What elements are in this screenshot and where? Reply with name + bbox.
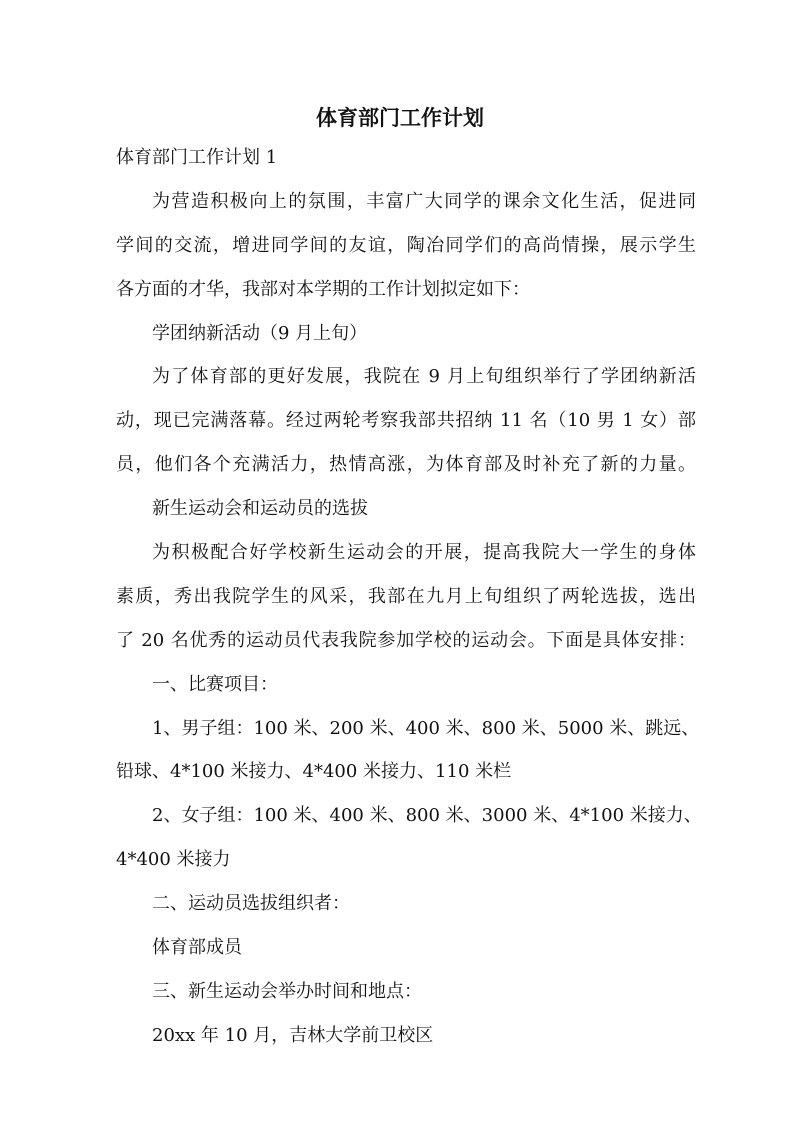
paragraph-line: 素质，秀出我院学生的风采，我部在九月上旬组织了两轮选拔，选出 (116, 586, 696, 607)
paragraph-line: 了 20 名优秀的运动员代表我院参加学校的运动会。下面是具体安排： (116, 630, 696, 651)
paragraph-line: 为营造积极向上的氛围，丰富广大同学的课余文化生活，促进同 (152, 191, 696, 212)
subheading: 学团纳新活动（9 月上旬） (152, 323, 368, 344)
section-heading: 体育部门工作计划 1 (116, 147, 278, 168)
list-item-line: 体育部成员 (152, 937, 242, 958)
subheading: 新生运动会和运动员的选拔 (152, 498, 368, 519)
paragraph-line: 为积极配合好学校新生运动会的开展，提高我院大一学生的身体 (152, 542, 696, 563)
paragraph-line: 员，他们各个充满活力，热情高涨，为体育部及时补充了新的力量。 (116, 454, 696, 475)
list-heading: 二、运动员选拔组织者： (152, 893, 350, 914)
paragraph-line: 学间的交流，增进同学间的友谊，陶冶同学们的高尚情操，展示学生 (116, 235, 696, 256)
paragraph-line: 各方面的才华，我部对本学期的工作计划拟定如下： (116, 279, 530, 300)
list-heading: 一、比赛项目： (152, 674, 278, 695)
document-title: 体育部门工作计划 (316, 105, 484, 130)
paragraph-line: 动，现已完满落幕。经过两轮考察我部共招纳 11 名（10 男 1 女）部 (116, 410, 696, 431)
list-item-line: 铅球、4*100 米接力、4*400 米接力、110 米栏 (116, 761, 512, 782)
list-item-line: 2、女子组：100 米、400 米、800 米、3000 米、4*100 米接力、 (152, 805, 702, 826)
list-item-line: 20xx 年 10 月，吉林大学前卫校区 (152, 1025, 434, 1046)
list-item-line: 4*400 米接力 (116, 849, 231, 870)
list-item-line: 1、男子组：100 米、200 米、400 米、800 米、5000 米、跳远、 (152, 718, 700, 739)
paragraph-line: 为了体育部的更好发展，我院在 9 月上旬组织举行了学团纳新活 (152, 366, 696, 387)
list-heading: 三、新生运动会举办时间和地点： (152, 981, 422, 1002)
